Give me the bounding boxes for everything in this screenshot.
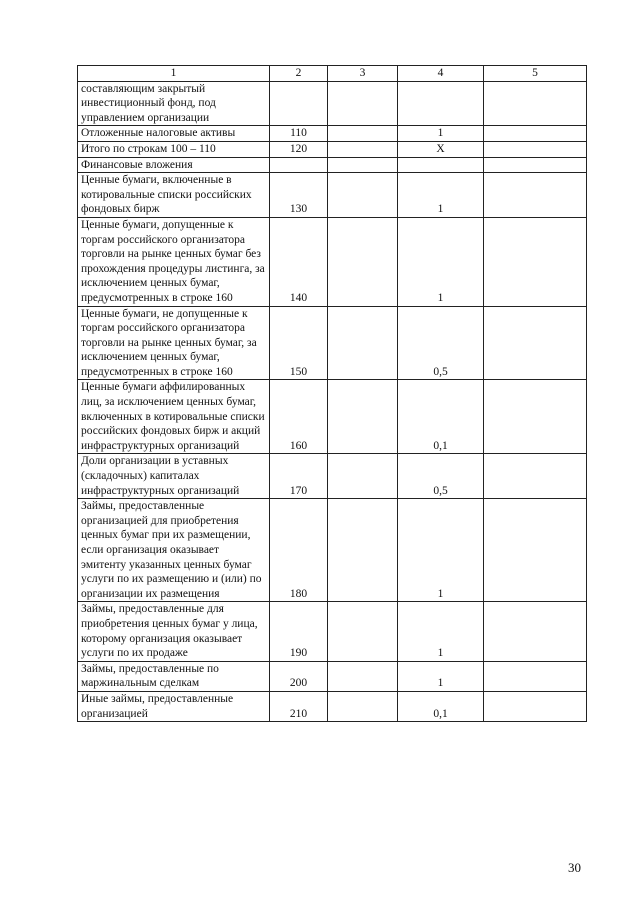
financial-table: [77, 65, 587, 722]
row-code: 190: [270, 602, 328, 661]
row-coefficient: X: [398, 141, 484, 157]
column-header: 1: [78, 66, 270, 82]
column-header: 2: [270, 66, 328, 82]
row-code: [270, 157, 328, 173]
section-row: [78, 157, 587, 173]
row-code: 210: [270, 691, 328, 721]
row-code: 150: [270, 306, 328, 380]
row-value-col5: [484, 454, 587, 499]
row-value-col3: [328, 499, 398, 602]
table-row: [78, 126, 587, 142]
row-value-col5: [484, 217, 587, 306]
row-label: Ценные бумаги, не допущенные к торгам российского организатора торговли на рынке ценных бумаг, за исключением ценных бумаг, предусмотренных в строке 160: [78, 306, 270, 380]
row-coefficient: 1: [398, 602, 484, 661]
row-value-col3: [328, 217, 398, 306]
row-value-col3: [328, 81, 398, 126]
row-coefficient: 1: [398, 217, 484, 306]
row-value-col5: [484, 306, 587, 380]
row-label: Займы, предоставленные организацией для приобретения ценных бумаг при их размещении, если организация оказывает эмитенту указанных ценных бумаг услуги по их размещению и (или) по организации их размещения: [78, 499, 270, 602]
row-value-col3: [328, 454, 398, 499]
row-code: 180: [270, 499, 328, 602]
table-row: [78, 454, 587, 499]
row-coefficient: 1: [398, 126, 484, 142]
row-coefficient: [398, 81, 484, 126]
table-row: [78, 306, 587, 380]
column-header: 4: [398, 66, 484, 82]
row-code: 170: [270, 454, 328, 499]
row-value-col5: [484, 691, 587, 721]
table-row: [78, 602, 587, 661]
table-row: [78, 173, 587, 218]
table-row: [78, 691, 587, 721]
row-value-col5: [484, 81, 587, 126]
row-coefficient: 0,5: [398, 454, 484, 499]
row-value-col3: [328, 602, 398, 661]
page-number: 30: [568, 860, 581, 875]
row-label: Итого по строкам 100 – 110: [78, 141, 270, 157]
column-header: 5: [484, 66, 587, 82]
row-value-col3: [328, 661, 398, 691]
row-label: Ценные бумаги аффилированных лиц, за исключением ценных бумаг, включенных в котировальные списки российских фондовых бирж и акций инфраструктурных организаций: [78, 380, 270, 454]
column-header: 3: [328, 66, 398, 82]
row-value-col5: [484, 380, 587, 454]
row-label: составляющим закрытый инвестиционный фонд, под управлением организации: [78, 81, 270, 126]
table-row: [78, 141, 587, 157]
row-label: Иные займы, предоставленные организацией: [78, 691, 270, 721]
table-row: [78, 661, 587, 691]
row-value-col3: [328, 380, 398, 454]
table-row: [78, 380, 587, 454]
row-value-col3: [328, 157, 398, 173]
row-code: 160: [270, 380, 328, 454]
row-code: [270, 81, 328, 126]
row-label: Доли организации в уставных (складочных) капиталах инфраструктурных организаций: [78, 454, 270, 499]
row-code: 110: [270, 126, 328, 142]
row-code: 120: [270, 141, 328, 157]
row-value-col5: [484, 602, 587, 661]
row-value-col3: [328, 306, 398, 380]
row-code: 130: [270, 173, 328, 218]
row-value-col5: [484, 661, 587, 691]
row-coefficient: 1: [398, 661, 484, 691]
table-row: [78, 81, 587, 126]
row-value-col3: [328, 691, 398, 721]
row-value-col5: [484, 499, 587, 602]
table-header-row: [78, 66, 587, 82]
row-coefficient: 1: [398, 173, 484, 218]
row-coefficient: 0,1: [398, 380, 484, 454]
row-value-col5: [484, 157, 587, 173]
row-code: 140: [270, 217, 328, 306]
row-label: Ценные бумаги, допущенные к торгам российского организатора торговли на рынке ценных бумаг без прохождения процедуры листинга, за исключением ценных бумаг, предусмотренных в строке 160: [78, 217, 270, 306]
row-label: Займы, предоставленные по маржинальным сделкам: [78, 661, 270, 691]
row-value-col3: [328, 141, 398, 157]
row-coefficient: 0,5: [398, 306, 484, 380]
row-coefficient: 0,1: [398, 691, 484, 721]
row-coefficient: 1: [398, 499, 484, 602]
row-coefficient: [398, 157, 484, 173]
row-value-col5: [484, 173, 587, 218]
row-label: Финансовые вложения: [78, 157, 270, 173]
row-value-col3: [328, 173, 398, 218]
row-value-col5: [484, 141, 587, 157]
table-row: [78, 217, 587, 306]
row-value-col5: [484, 126, 587, 142]
row-code: 200: [270, 661, 328, 691]
row-label: Ценные бумаги, включенные в котировальные списки российских фондовых бирж: [78, 173, 270, 218]
row-value-col3: [328, 126, 398, 142]
row-label: Займы, предоставленные для приобретения ценных бумаг у лица, которому организация оказывает услуги по их продаже: [78, 602, 270, 661]
table-row: [78, 499, 587, 602]
row-label: Отложенные налоговые активы: [78, 126, 270, 142]
